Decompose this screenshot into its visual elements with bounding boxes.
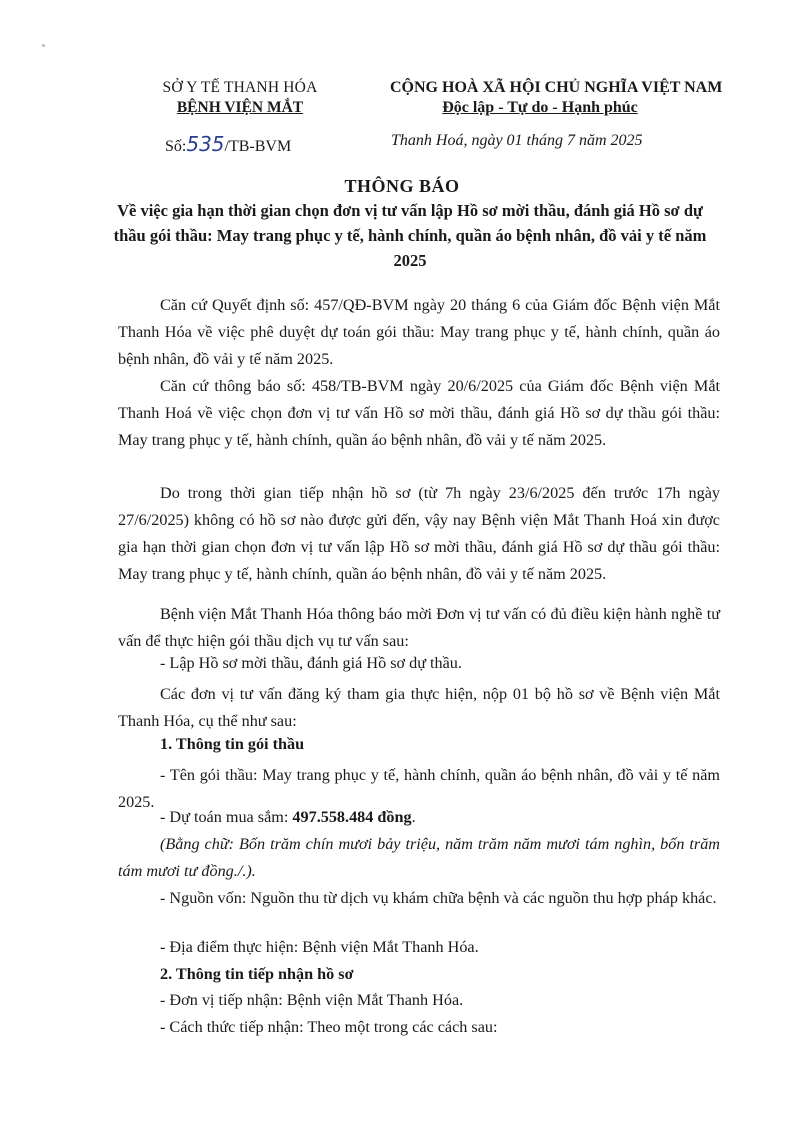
- document-title: THÔNG BÁO: [344, 176, 460, 196]
- doc-no-handwritten: 535: [186, 132, 225, 156]
- doc-no-suffix: /TB-BVM: [224, 138, 292, 155]
- paragraph-extension-reason: Do trong thời gian tiếp nhận hồ sơ (từ 7h ngày 23/6/2025 đến trước 17h ngày 27/6/2025) không có hồ sơ nào được gửi đến, vậy nay Bệnh viện Mắt Thanh Hoá xin được gia hạn thời gian chọn đơn vị tư vấn lập Hồ sơ mời thầu, đánh giá Hồ sơ dự thầu gói thầu: May trang phục y tế, hành chính, quần áo bệnh nhân, đồ vải y tế năm 2025.: [118, 484, 720, 583]
- paragraph-submission: Các đơn vị tư vấn đăng ký tham gia thực hiện, nộp 01 bộ hồ sơ về Bệnh viện Mắt Thanh Hóa, cụ thể như sau:: [118, 685, 720, 730]
- budget-end: .: [411, 808, 416, 826]
- header-national-block: [390, 78, 723, 118]
- paragraph-basis-decision: Căn cứ Quyết định số: 457/QĐ-BVM ngày 20 tháng 6 của Giám đốc Bệnh viện Mắt Thanh Hóa về việc phê duyệt dự toán gói thầu: May trang phục y tế, hành chính, quần áo bệnh nhân, đồ vải y tế năm 2025.: [118, 296, 720, 368]
- header-country: CỘNG HOÀ XÃ HỘI CHỦ NGHĨA VIỆT NAM: [390, 79, 723, 96]
- document-date: Thanh Hoá, ngày 01 tháng 7 năm 2025: [391, 132, 643, 149]
- header-agency-block: [160, 78, 320, 118]
- header-motto: Độc lập - Tự do - Hạnh phúc: [442, 99, 638, 116]
- budget-in-words: (Bằng chữ: Bốn trăm chín mươi bảy triệu, năm trăm năm mươi tám nghìn, bốn trăm tám mươi tư đồng./.).: [118, 835, 720, 880]
- implementation-location: - Địa điểm thực hiện: Bệnh viện Mắt Thanh Hóa.: [160, 938, 479, 956]
- package-name: - Tên gói thầu: May trang phục y tế, hành chính, quần áo bệnh nhân, đồ vải y tế năm 2025.: [118, 766, 720, 811]
- document-number: [165, 132, 291, 156]
- paragraph-basis-notice: Căn cứ thông báo số: 458/TB-BVM ngày 20/6/2025 của Giám đốc Bệnh viện Mắt Thanh Hoá về việc chọn đơn vị tư vấn Hồ sơ mời thầu, đánh giá Hồ sơ dự thầu gói thầu: May trang phục y tế, hành chính, quần áo bệnh nhân, đồ vải y tế năm 2025.: [118, 377, 720, 449]
- service-item: - Lập Hồ sơ mời thầu, đánh giá Hồ sơ dự thầu.: [160, 654, 462, 672]
- budget-line: [160, 808, 416, 827]
- receiving-method: - Cách thức tiếp nhận: Theo một trong các cách sau:: [160, 1018, 498, 1036]
- header-org: SỞ Y TẾ THANH HÓA: [162, 79, 318, 96]
- header-hospital: BỆNH VIỆN MẮT: [176, 99, 304, 116]
- doc-no-prefix: Số:: [165, 138, 187, 155]
- scan-speck: [42, 44, 45, 47]
- section-2-heading: 2. Thông tin tiếp nhận hồ sơ: [160, 965, 354, 983]
- paragraph-invitation: Bệnh viện Mắt Thanh Hóa thông báo mời Đơn vị tư vấn có đủ điều kiện hành nghề tư vấn để thực hiện gói thầu dịch vụ tư vấn sau:: [118, 605, 720, 650]
- budget-value: 497.558.484 đồng: [292, 808, 412, 826]
- section-1-heading: 1. Thông tin gói thầu: [160, 735, 305, 753]
- document-subject: Về việc gia hạn thời gian chọn đơn vị tư vấn lập Hồ sơ mời thầu, đánh giá Hồ sơ dự thầu gói thầu: May trang phục y tế, hành chính, quần áo bệnh nhân, đồ vải y tế năm 2025: [113, 201, 707, 270]
- funding-source: - Nguồn vốn: Nguồn thu từ dịch vụ khám chữa bệnh và các nguồn thu hợp pháp khác.: [160, 889, 717, 907]
- receiving-unit: - Đơn vị tiếp nhận: Bệnh viện Mắt Thanh Hóa.: [160, 991, 464, 1009]
- budget-label: - Dự toán mua sắm:: [160, 808, 293, 826]
